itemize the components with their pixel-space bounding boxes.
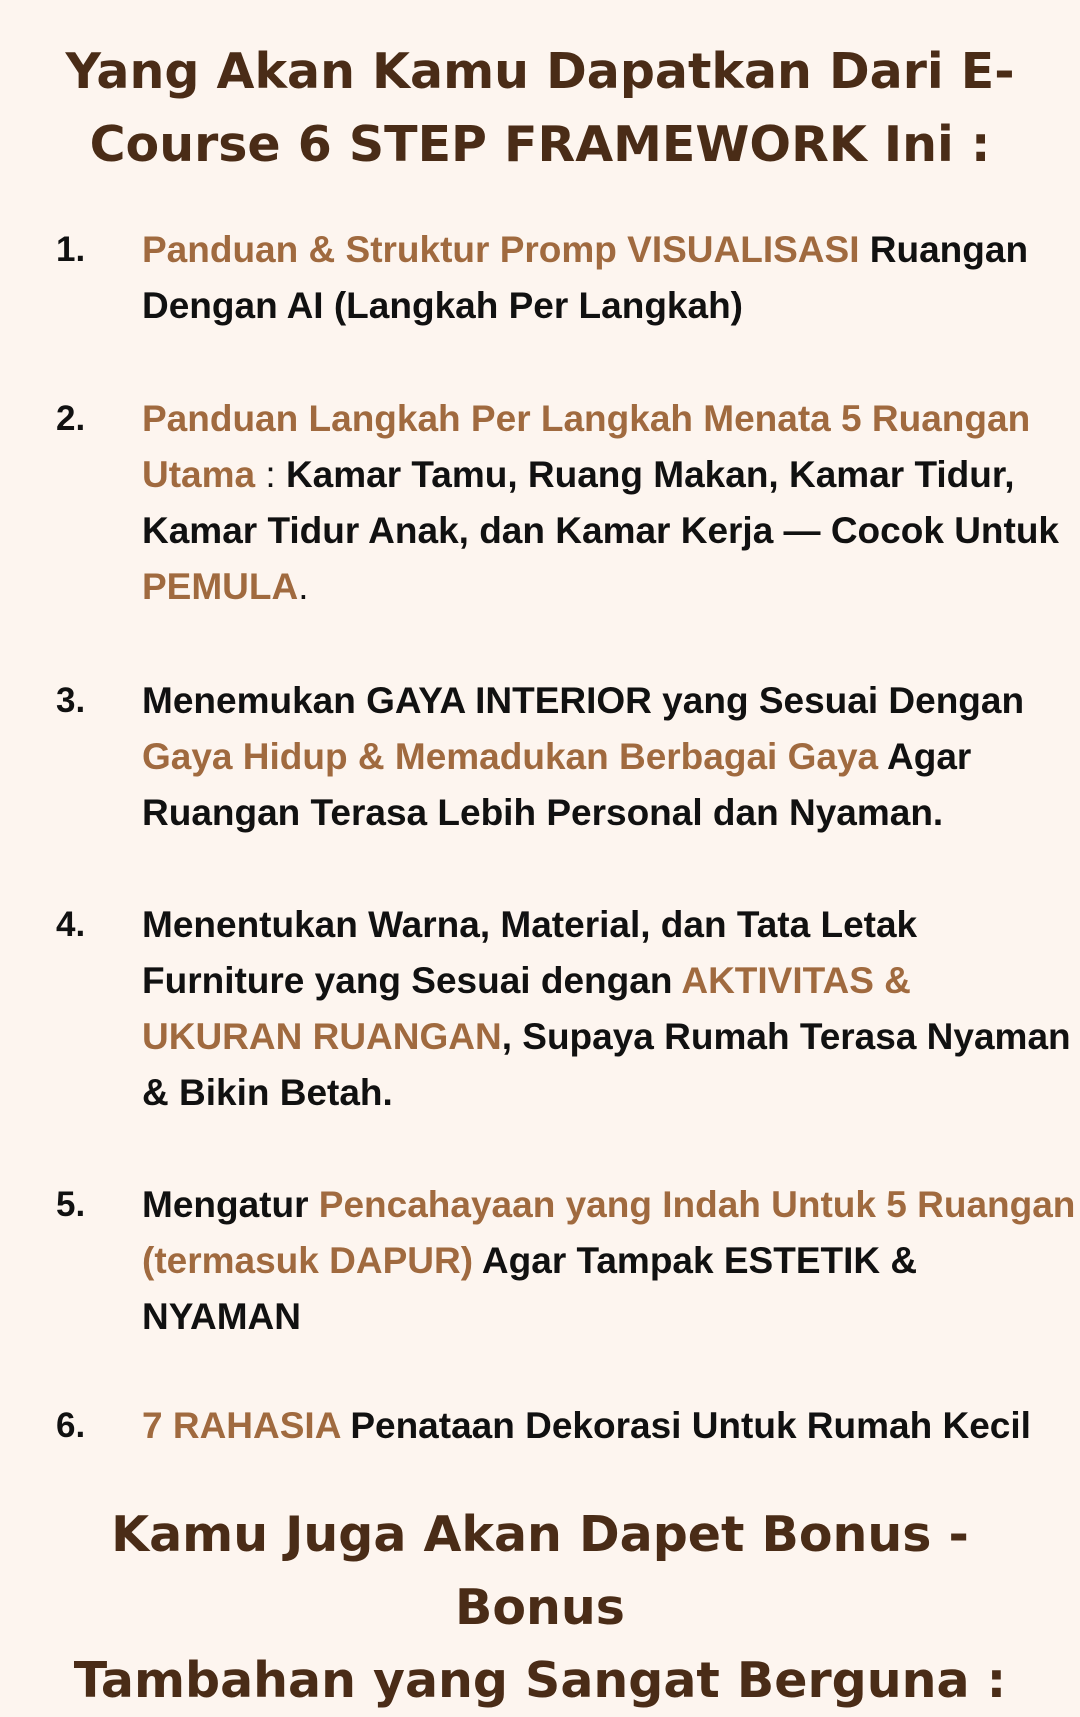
body-text: Agar Tampak ESTETIK & NYAMAN [142,1240,918,1337]
list-item-number: 5. [56,1185,86,1224]
body-text: Penataan Dekorasi Untuk Rumah Kecil [340,1405,1031,1446]
highlight-text: AKTIVITAS & UKURAN RUANGAN [142,960,911,1057]
list-item-number: 4. [56,905,86,944]
body-text: Mengatur [142,1184,319,1225]
section-heading-bonus [30,1498,1050,1717]
highlight-text: Pencahayaan yang Indah Untuk 5 Ruangan (termasuk DAPUR) [142,1184,1076,1281]
list-item-text [142,1398,1077,1454]
separator-text: : [255,454,286,495]
list-item-number: 3. [56,681,86,720]
heading-line-1: Kamu Juga Akan Dapet Bonus - Bonus [111,1506,969,1636]
highlight-text: 7 RAHASIA [142,1405,341,1446]
highlight-text: Gaya Hidup & Memadukan Berbagai Gaya [142,736,879,777]
body-text: Agar Ruangan Terasa Lebih Personal dan Nyaman. [142,736,972,833]
list-item-text [142,673,1077,841]
body-text: Menemukan GAYA INTERIOR yang Sesuai Dengan [142,680,1025,721]
heading-line-2: Course 6 STEP FRAMEWORK Ini : [89,116,991,173]
body-text: Menentukan Warna, Material, dan Tata Letak Furniture yang Sesuai dengan [142,904,918,1001]
section-heading-benefits [30,35,1050,181]
list-item-number: 6. [56,1406,86,1445]
heading-line-1: Yang Akan Kamu Dapatkan Dari E- [65,43,1015,100]
heading-line-2: Tambahan yang Sangat Berguna : [73,1652,1007,1709]
body-text: , Supaya Rumah Terasa Nyaman & Bikin Betah. [142,1016,1071,1113]
list-item-text [142,391,1077,615]
list-item-number: 2. [56,399,86,438]
list-item-text [142,1177,1077,1345]
list-item-number: 1. [56,230,86,269]
highlight-text: Panduan Langkah Per Langkah Menata 5 Ruangan Utama [142,398,1031,495]
body-text: Ruangan Dengan AI (Langkah Per Langkah) [142,229,1029,326]
highlight-text: Panduan & Struktur Promp VISUALISASI [142,229,860,270]
list-item-text [142,897,1077,1121]
period-text: . [298,566,309,607]
list-item-text [142,222,1077,334]
highlight-text: PEMULA [142,566,299,607]
body-text: Kamar Tamu, Ruang Makan, Kamar Tidur, Kamar Tidur Anak, dan Kamar Kerja — Cocok Untuk [142,454,1060,551]
